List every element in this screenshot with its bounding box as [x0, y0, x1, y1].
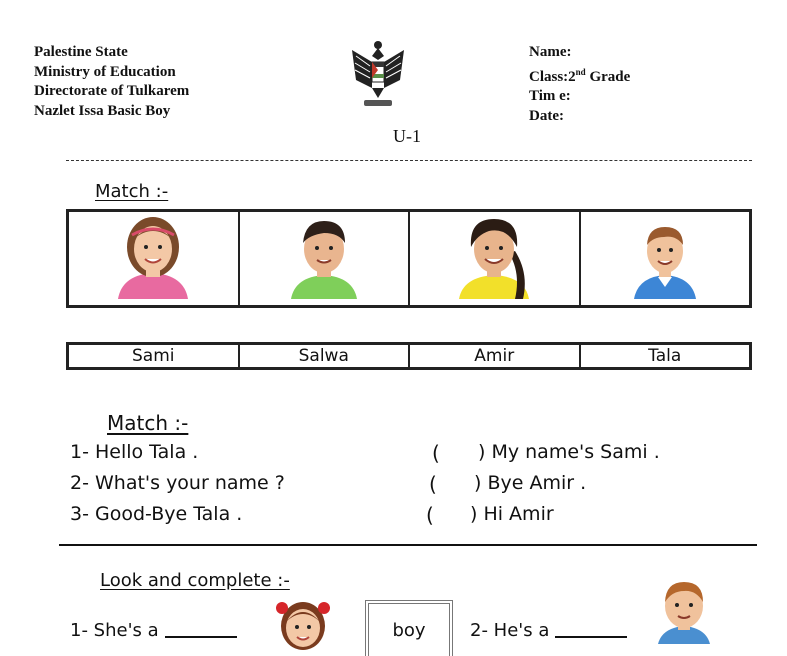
girl-yellow-shirt-icon: [449, 213, 539, 299]
date-label: Date:: [529, 107, 564, 124]
unit-label: U-1: [393, 126, 421, 146]
complete-q2: [470, 620, 627, 641]
header-line-school: Nazlet Issa Basic Boy: [34, 102, 171, 119]
palestine-emblem-icon: [350, 36, 406, 110]
answer-paren-3: (: [426, 503, 434, 527]
section2-title: Match :-: [107, 411, 189, 435]
match-left-3: 3- Good-Bye Tala .: [70, 503, 243, 525]
picture-cell-3: [409, 211, 580, 306]
answer-paren-1: (: [432, 441, 440, 465]
match-right-2: ) Bye Amir .: [474, 472, 587, 494]
word-box-label: boy: [392, 620, 426, 641]
answer-paren-2: (: [429, 472, 437, 496]
complete-q2-text: 2- He's a: [470, 620, 550, 641]
complete-q1: [70, 620, 237, 641]
header-line-directorate: Directorate of Tulkarem: [34, 83, 190, 99]
picture-cell-2: [239, 211, 410, 306]
answer-blank-2[interactable]: [555, 622, 627, 638]
girl-pink-shirt-icon: [108, 213, 198, 299]
boy-blue-shirt-icon: [620, 213, 710, 299]
boy-green-shirt-icon: [279, 213, 369, 299]
name-cell-3: Amir: [409, 344, 580, 368]
name-cell-4: Tala: [580, 344, 751, 368]
class-label: [529, 63, 630, 88]
match-left-1: 1- Hello Tala .: [70, 441, 199, 463]
class-grade: Grade: [585, 68, 631, 85]
complete-q1-text: 1- She's a: [70, 620, 159, 641]
dashed-divider: [66, 160, 752, 161]
section1-title: Match :-: [95, 181, 169, 202]
class-prefix: Class:2: [529, 68, 576, 85]
school-info: [34, 43, 189, 121]
answer-blank-1[interactable]: [165, 622, 237, 638]
section3-title: Look and complete :-: [100, 570, 290, 591]
word-box: [365, 600, 453, 656]
section-divider: [59, 544, 757, 546]
name-cell-1: Sami: [68, 344, 239, 368]
girl-bows-icon: [272, 592, 334, 654]
pictures-table: [66, 209, 752, 308]
match-right-1: ) My name's Sami .: [478, 441, 660, 463]
class-suffix-sup: nd: [575, 66, 586, 77]
picture-cell-4: [580, 211, 751, 306]
header-line-ministry: Ministry of Education: [34, 63, 176, 80]
picture-cell-1: [68, 211, 239, 306]
match-left-2: 2- What's your name ?: [70, 472, 285, 494]
boy-portrait-icon: [652, 578, 716, 644]
name-cell-2: Salwa: [239, 344, 410, 368]
name-label: Name:: [529, 44, 572, 60]
header-line-state: Palestine State: [34, 44, 128, 60]
match-right-3: ) Hi Amir: [470, 503, 554, 525]
names-table: [66, 342, 752, 370]
time-label: Tim e:: [529, 88, 571, 104]
student-fields: [529, 43, 630, 126]
